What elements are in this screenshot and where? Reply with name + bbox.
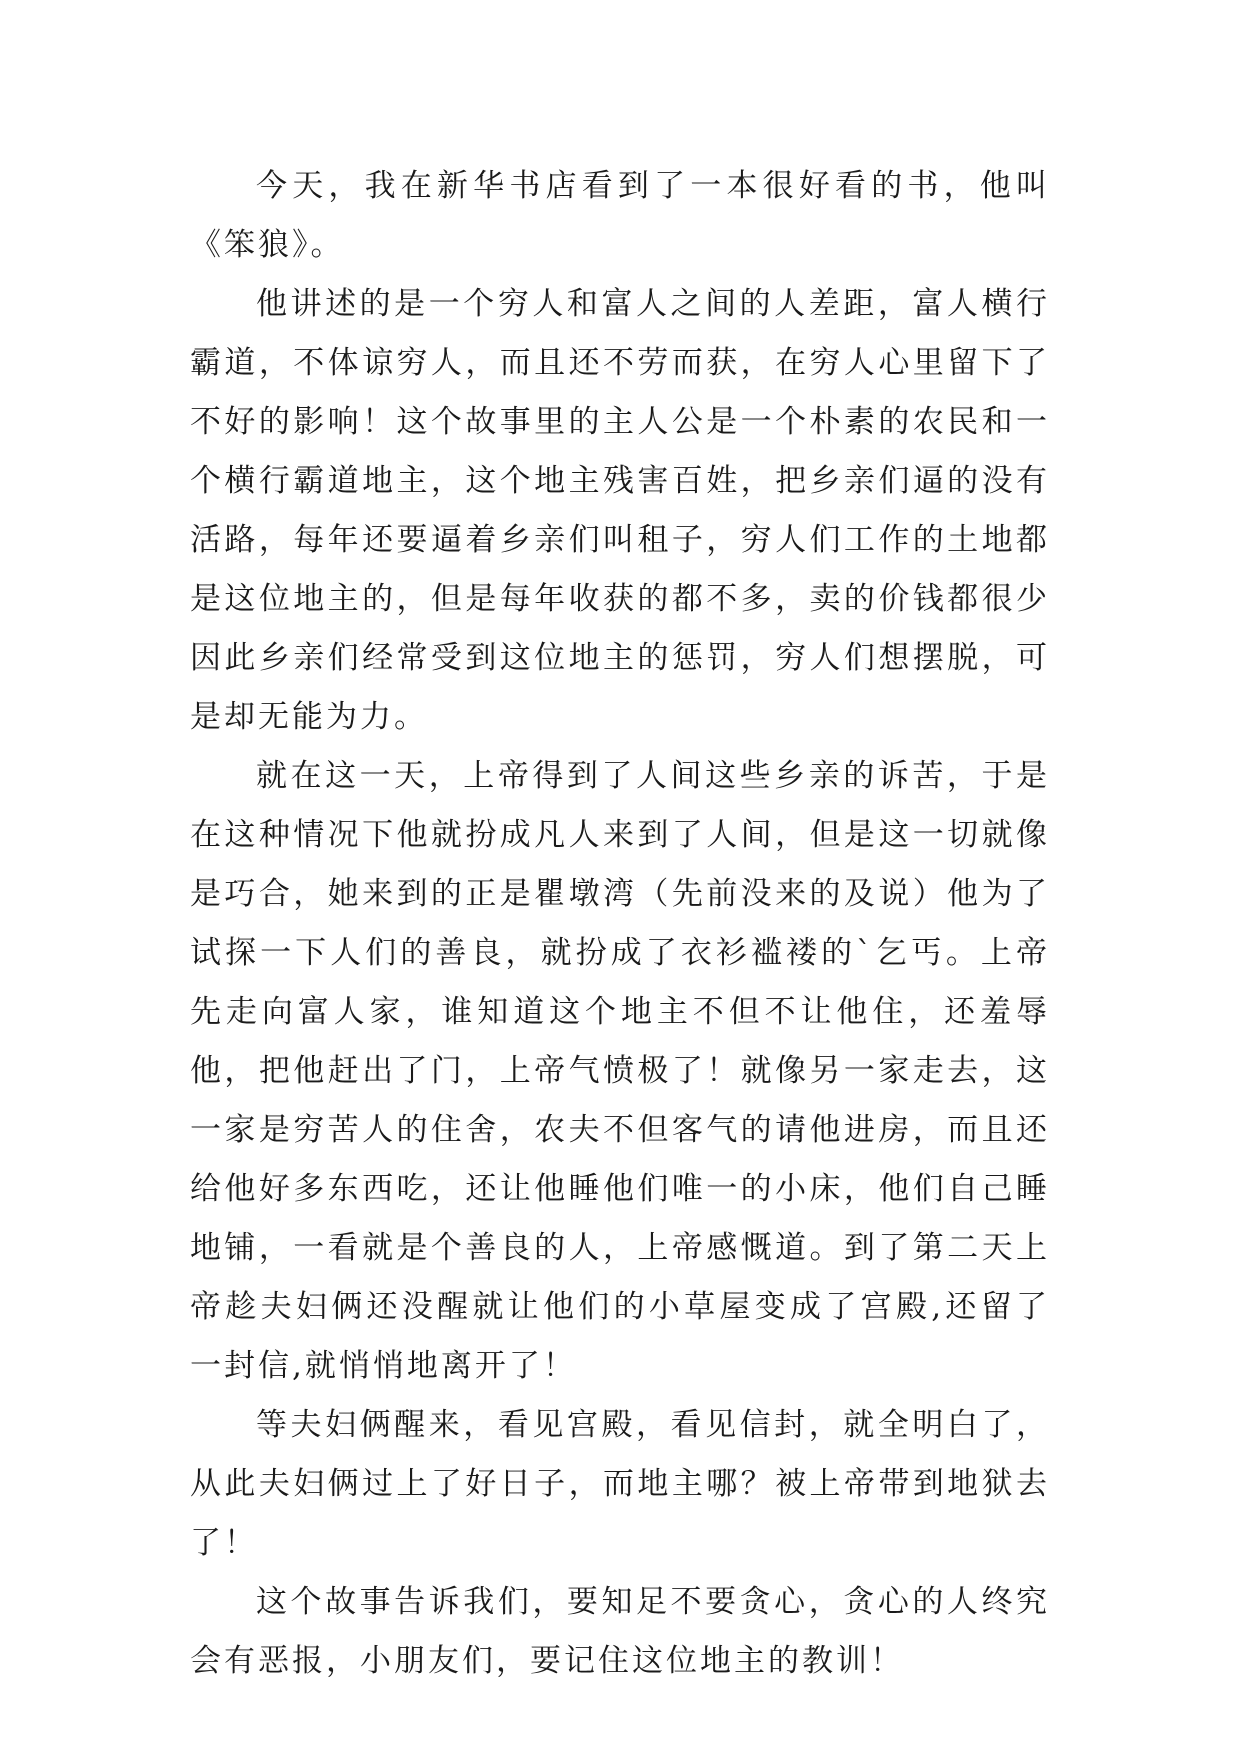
paragraph-2: 他讲述的是一个穷人和富人之间的人差距，富人横行霸道，不体谅穷人，而且还不劳而获，在穷人心里留下了不好的影响！这个故事里的主人公是一个朴素的农民和一个横行霸道地主，这个地主残害百姓，把乡亲们逼的没有活路，每年还要逼着乡亲们叫租子，穷人们工作的土地都是这位地主的，但是每年收获的都不多，卖的价钱都很少因此乡亲们经常受到这位地主的惩罚，穷人们想摆脱，可是却无能为力。 (190, 286, 1050, 735)
paragraph-5: 这个故事告诉我们，要知足不要贪心，贪心的人终究会有恶报，小朋友们，要记住这位地主的教训！ (190, 1584, 1050, 1679)
paragraph-1: 今天，我在新华书店看到了一本很好看的书，他叫《笨狼》。 (190, 168, 1050, 263)
paragraph-3: 就在这一天，上帝得到了人间这些乡亲的诉苦，于是在这种情况下他就扮成凡人来到了人间，但是这一切就像是巧合，她来到的正是瞿墩湾（先前没来的及说）他为了试探一下人们的善良，就扮成了衣衫褴褛的`乞丐。上帝先走向富人家，谁知道这个地主不但不让他住，还羞辱他，把他赶出了门，上帝气愤极了！就像另一家走去，这一家是穷苦人的住舍，农夫不但客气的请他进房，而且还给他好多东西吃，还让他睡他们唯一的小床，他们自己睡地铺，一看就是个善良的人，上帝感慨道。到了第二天上帝趁夫妇俩还没醒就让他们的小草屋变成了宫殿,还留了一封信,就悄悄地离开了！ (190, 758, 1050, 1384)
paragraph-4: 等夫妇俩醒来，看见宫殿，看见信封，就全明白了，从此夫妇俩过上了好日子，而地主哪？被上帝带到地狱去了！ (190, 1407, 1050, 1561)
document-body (190, 157, 1050, 1691)
